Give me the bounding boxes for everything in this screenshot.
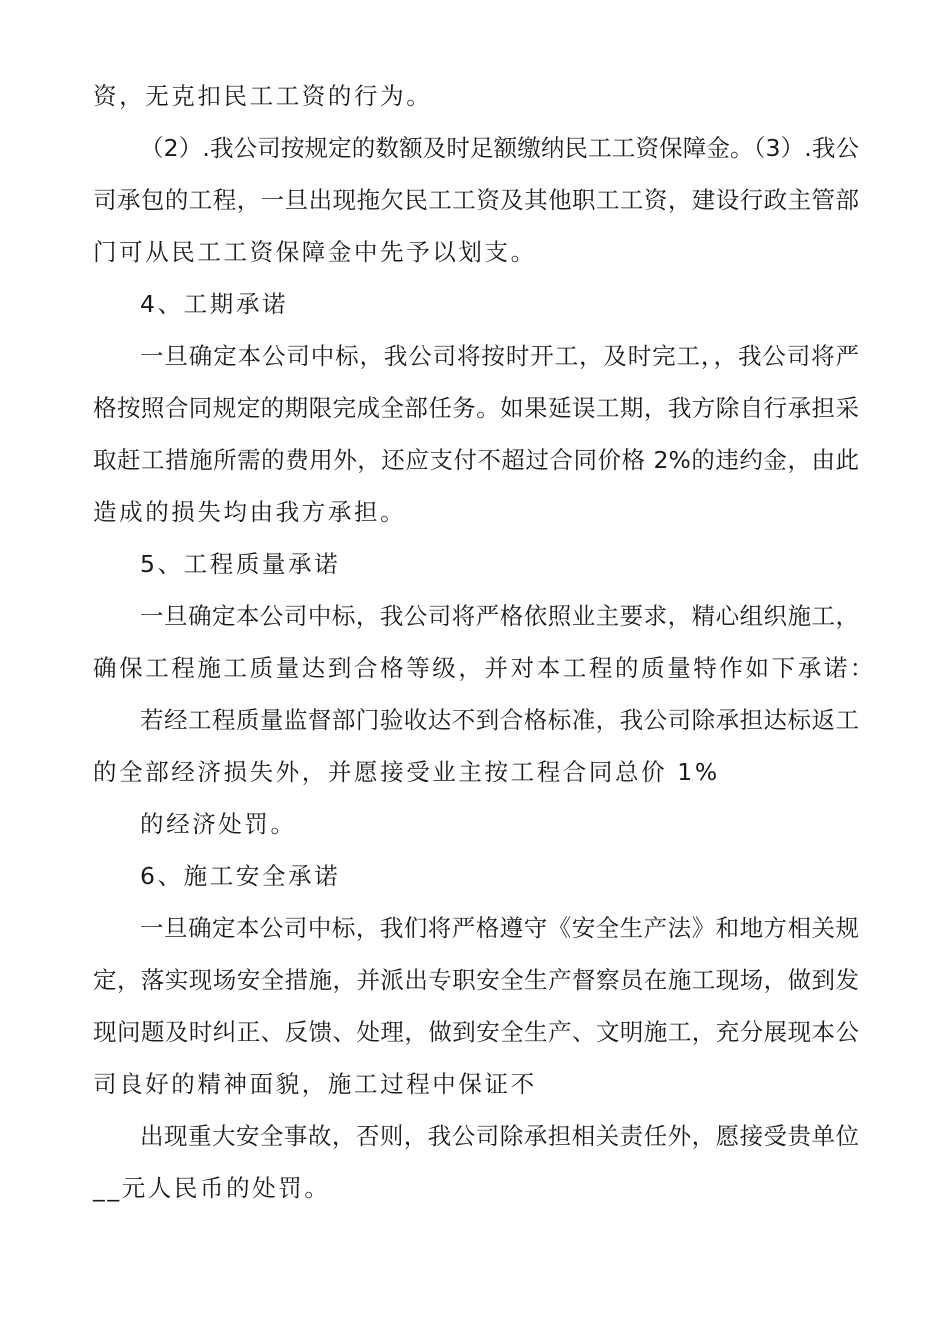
section-heading: 6、施工安全承诺 xyxy=(140,862,341,890)
text-line: 格按照合同规定的期限完成全部任务。如果延误工期，我方除自行承担采 xyxy=(93,394,859,422)
text-line: 造成的损失均由我方承担。 xyxy=(93,498,407,526)
document-page xyxy=(93,70,876,1214)
text-line: 的全部经济损失外，并愿接受业主按工程合同总价 1% xyxy=(93,758,720,786)
text-line: __元人民币的处罚。 xyxy=(93,1174,331,1202)
text-line: 一旦确定本公司中标，我公司将严格依照业主要求，精心组织施工， xyxy=(140,602,859,630)
text-line: 定，落实现场安全措施，并派出专职安全生产督察员在施工现场，做到发 xyxy=(93,966,859,994)
text-line: 取赶工措施所需的费用外，还应支付不超过合同价格 2%的违约金，由此 xyxy=(93,446,859,474)
text-line: 的经济处罚。 xyxy=(140,810,297,838)
section-heading: 4、工期承诺 xyxy=(140,290,289,318)
text-line: 司承包的工程，一旦出现拖欠民工工资及其他职工工资，建设行政主管部 xyxy=(93,186,859,214)
text-line: （2）.我公司按规定的数额及时足额缴纳民工工资保障金。（3）.我公 xyxy=(140,134,859,162)
text-line: 资，无克扣民工工资的行为。 xyxy=(93,82,433,110)
text-line: 确保工程施工质量达到合格等级，并对本工程的质量特作如下承诺： xyxy=(93,654,876,682)
text-line: 现问题及时纠正、反馈、处理，做到安全生产、文明施工，充分展现本公 xyxy=(93,1018,859,1046)
text-line: 司良好的精神面貌，施工过程中保证不 xyxy=(93,1070,537,1098)
text-line: 一旦确定本公司中标，我们将严格遵守《安全生产法》和地方相关规 xyxy=(140,914,859,942)
text-line: 一旦确定本公司中标，我公司将按时开工，及时完工，，我公司将严 xyxy=(140,342,859,370)
text-line: 出现重大安全事故，否则，我公司除承担相关责任外，愿接受贵单位 xyxy=(140,1122,859,1150)
section-heading: 5、工程质量承诺 xyxy=(140,550,341,578)
text-line: 门可从民工工资保障金中先予以划支。 xyxy=(93,238,537,266)
text-line: 若经工程质量监督部门验收达不到合格标准，我公司除承担达标返工 xyxy=(140,706,859,734)
